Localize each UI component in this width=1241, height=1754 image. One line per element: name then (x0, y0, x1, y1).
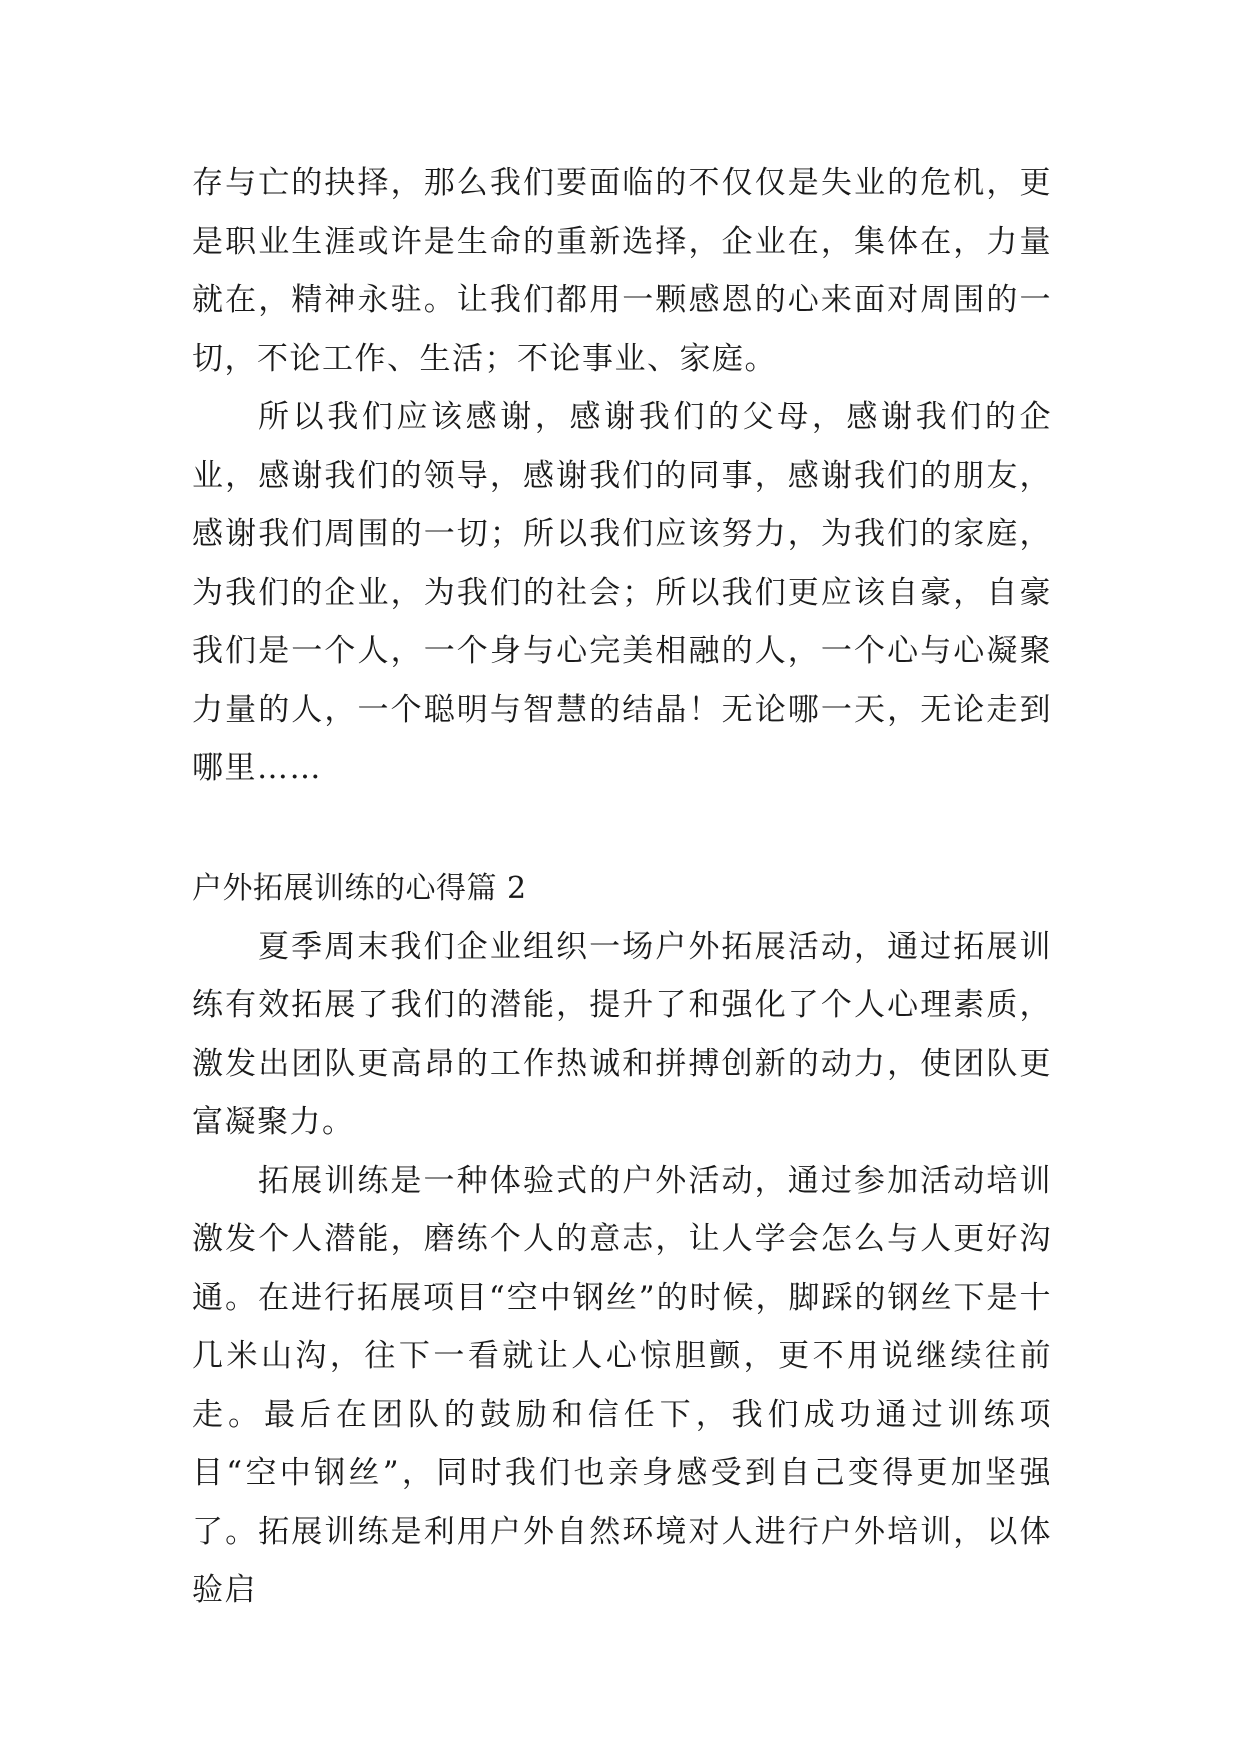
section-title: 户外拓展训练的心得篇 2 (192, 870, 527, 906)
paragraph-summer-activity: 夏季周末我们企业组织一场户外拓展活动，通过拓展训练有效拓展了我们的潜能，提升了和强化了个人心理素质，激发出团队更高昂的工作热诚和拼搏创新的动力，使团队更富凝聚力。 (192, 928, 1052, 1140)
paragraph-gratitude: 所以我们应该感谢，感谢我们的父母，感谢我们的企业，感谢我们的领导，感谢我们的同事，感谢我们的朋友，感谢我们周围的一切；所以我们应该努力，为我们的家庭，为我们的企业，为我们的社会；所以我们更应该自豪，自豪我们是一个人，一个身与心完美相融的人，一个心与心凝聚力量的人，一个聪明与智慧的结晶！无论哪一天，无论走到哪里…… (192, 399, 1052, 786)
paragraph-continuation: 存与亡的抉择，那么我们要面临的不仅仅是失业的危机，更是职业生涯或许是生命的重新选择，企业在，集体在，力量就在，精神永驻。让我们都用一颗感恩的心来面对周围的一切，不论工作、生活；不论事业、家庭。 (192, 165, 1052, 377)
paragraph-training-experience: 拓展训练是一种体验式的户外活动，通过参加活动培训激发个人潜能，磨练个人的意志，让人学会怎么与人更好沟通。在进行拓展项目“空中钢丝”的时候，脚踩的钢丝下是十几米山沟，往下一看就让人心惊胆颤，更不用说继续往前走。最后在团队的鼓励和信任下，我们成功通过训练项目“空中钢丝”，同时我们也亲身感受到自己变得更加坚强了。拓展训练是利用户外自然环境对人进行户外培训，以体验启 (192, 1162, 1052, 1608)
section-spacer (192, 798, 1052, 860)
document-body (192, 154, 1052, 1620)
